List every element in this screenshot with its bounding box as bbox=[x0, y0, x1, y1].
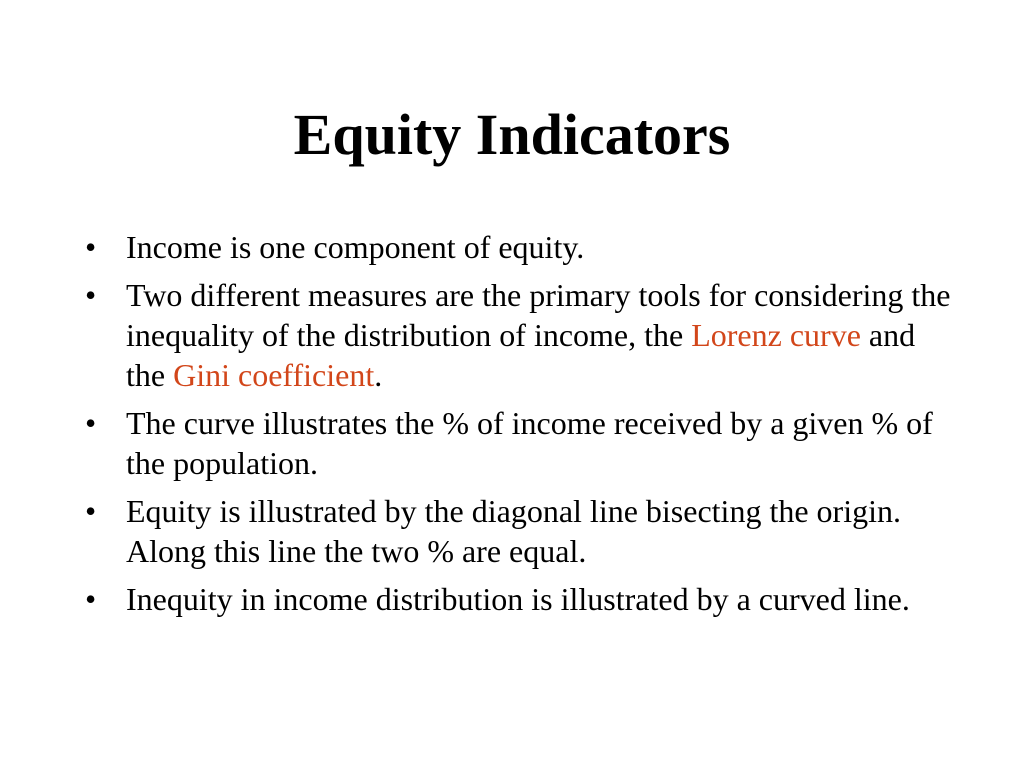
bullet-dot-icon: • bbox=[85, 493, 97, 529]
slide-title: Equity Indicators bbox=[293, 102, 731, 167]
bullet-text: Inequity in income distribution is illustrated by a curved line. bbox=[126, 581, 910, 617]
bullet-item-measures bbox=[82, 275, 952, 395]
bullet-text-part: and the bbox=[126, 317, 916, 393]
bullet-text-part: Two different measures are the primary tools for considering the inequality of the distribution of income, the bbox=[126, 277, 951, 353]
bullet-item-equity-diagonal bbox=[82, 491, 952, 571]
bullet-dot-icon: • bbox=[85, 405, 97, 441]
bullet-item-income-component bbox=[82, 227, 952, 267]
lorenz-curve-term: Lorenz curve bbox=[691, 317, 861, 353]
bullet-text: Equity is illustrated by the diagonal line bisecting the origin. Along this line the two % are equal. bbox=[126, 493, 901, 569]
bullet-dot-icon: • bbox=[85, 277, 97, 313]
bullet-item-curve-illustration bbox=[82, 403, 952, 483]
bullet-dot-icon: • bbox=[85, 581, 97, 617]
bullet-list bbox=[82, 227, 952, 627]
bullet-text-part: . bbox=[374, 357, 383, 393]
bullet-dot-icon: • bbox=[85, 229, 97, 265]
gini-coefficient-term: Gini coefficient bbox=[173, 357, 375, 393]
bullet-text: Income is one component of equity. bbox=[126, 229, 585, 265]
bullet-item-inequity-curve bbox=[82, 579, 952, 619]
bullet-text: The curve illustrates the % of income received by a given % of the population. bbox=[126, 405, 933, 481]
